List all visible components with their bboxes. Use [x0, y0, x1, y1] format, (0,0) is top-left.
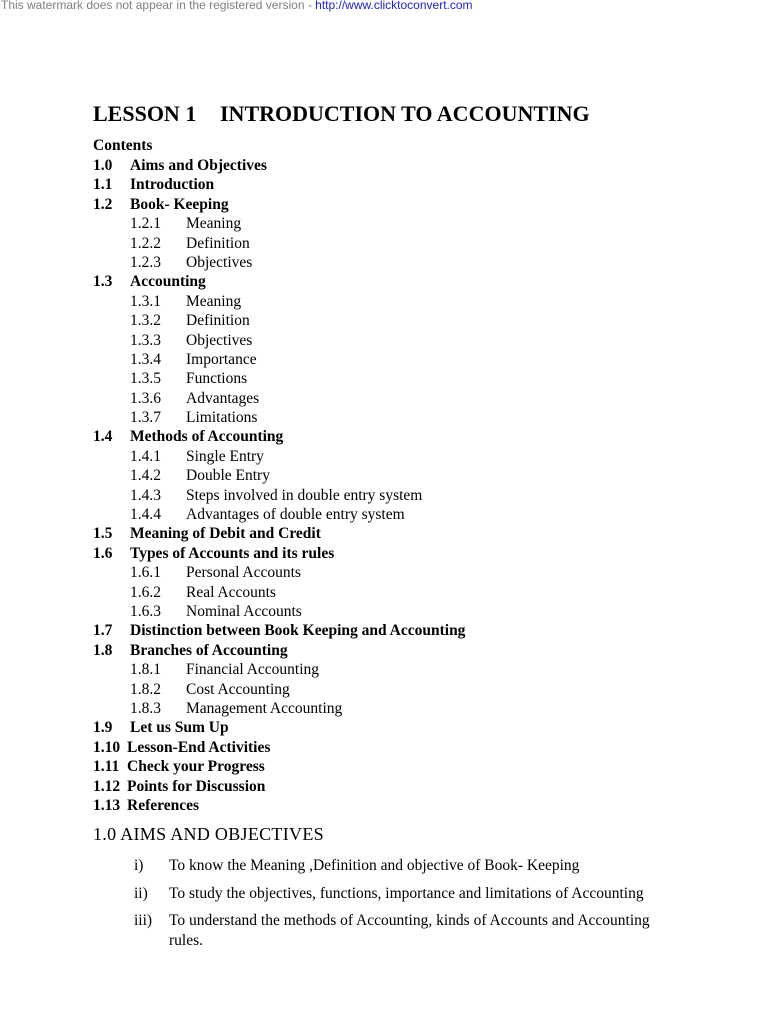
toc-item-number: 1.6	[93, 544, 113, 562]
aims-item-number: iii)	[134, 912, 153, 929]
toc-item-title: Nominal Accounts	[186, 602, 302, 620]
toc-subsection-item	[93, 292, 465, 311]
toc-subsection-item	[93, 331, 465, 350]
toc-item-title: Objectives	[186, 331, 253, 349]
toc-item-title: Objectives	[186, 253, 253, 271]
toc-subsection-item	[93, 408, 465, 427]
section-heading: 1.0 AIMS AND OBJECTIVES	[93, 824, 324, 844]
aims-item	[134, 856, 654, 876]
toc-item-title: Importance	[186, 350, 257, 368]
toc-item-number: 1.3.2	[130, 312, 161, 330]
toc-section-item	[93, 738, 465, 757]
toc-item-number: 1.10	[93, 738, 121, 756]
watermark-text: This watermark does not appear in the registered version -	[1, 0, 316, 12]
toc-item-title: Points for Discussion	[127, 777, 266, 795]
toc-item-title: Definition	[186, 312, 250, 330]
toc-item-number: 1.2.2	[130, 234, 161, 252]
toc-item-number: 1.9	[93, 719, 113, 737]
toc-item-title: Lesson-End Activities	[127, 738, 271, 756]
toc-item-title: References	[127, 796, 200, 814]
toc-item-number: 1.8.2	[130, 680, 161, 698]
contents-heading: Contents	[93, 137, 153, 154]
toc-item-title: Steps involved in double entry system	[186, 486, 423, 504]
toc-item-title: Cost Accounting	[186, 680, 290, 698]
toc-section-item	[93, 718, 465, 737]
toc-item-title: Accounting	[130, 273, 206, 291]
toc-item-title: Financial Accounting	[186, 661, 320, 679]
toc-item-title: Definition	[186, 234, 250, 252]
toc-item-number: 1.3.5	[130, 370, 161, 388]
aims-item-text: To study the objectives, functions, importance and limitations of Accounting	[169, 884, 644, 902]
toc-item-number: 1.3.6	[130, 389, 161, 407]
toc-item-number: 1.2	[93, 195, 113, 213]
toc-item-title: Personal Accounts	[186, 564, 301, 582]
aims-list	[134, 856, 654, 950]
aims-item-text: To understand the methods of Accounting, kinds of Accounts and Accounting rules.	[169, 912, 650, 949]
toc-item-number: 1.3	[93, 273, 113, 291]
toc-item-number: 1.8	[93, 641, 113, 659]
lesson-title-text: INTRODUCTION TO ACCOUNTING	[220, 101, 590, 126]
toc-item-number: 1.4.1	[130, 447, 161, 465]
toc-subsection-item	[93, 583, 465, 602]
toc-item-number: 1.12	[93, 777, 121, 795]
table-of-contents	[93, 156, 465, 815]
aims-item-text: To know the Meaning ,Definition and objective of Book- Keeping	[169, 857, 580, 874]
toc-item-number: 1.3.4	[130, 350, 161, 368]
toc-item-number: 1.8.1	[130, 661, 161, 679]
toc-item-number: 1.11	[93, 758, 120, 776]
toc-item-number: 1.4.4	[130, 506, 161, 524]
toc-item-title: Methods of Accounting	[130, 428, 284, 446]
toc-item-title: Types of Accounts and its rules	[130, 544, 335, 562]
toc-item-number: 1.8.3	[130, 699, 161, 717]
toc-item-title: Functions	[186, 370, 248, 388]
toc-subsection-item	[93, 602, 465, 621]
toc-item-number: 1.5	[93, 525, 113, 543]
toc-item-title: Management Accounting	[186, 699, 343, 717]
toc-section-item	[93, 427, 465, 446]
watermark-link[interactable]: http://www.clicktoconvert.com	[315, 0, 473, 12]
toc-item-title: Advantages of double entry system	[186, 506, 405, 524]
toc-subsection-item	[93, 214, 465, 233]
toc-section-item	[93, 524, 465, 543]
toc-item-title: Meaning	[186, 215, 242, 233]
lesson-title	[93, 101, 590, 127]
toc-item-title: Limitations	[186, 409, 258, 427]
toc-subsection-item	[93, 563, 465, 582]
aims-item-number: i)	[134, 857, 144, 874]
aims-item-number: ii)	[134, 884, 148, 902]
toc-item-title: Real Accounts	[186, 583, 276, 601]
toc-item-number: 1.6.3	[130, 602, 161, 620]
toc-item-number: 1.6.1	[130, 564, 161, 582]
toc-subsection-item	[93, 253, 465, 272]
toc-section-item	[93, 641, 465, 660]
toc-subsection-item	[93, 389, 465, 408]
toc-item-title: Advantages	[186, 389, 260, 407]
toc-item-number: 1.13	[93, 796, 121, 814]
toc-subsection-item	[93, 369, 465, 388]
lesson-number: LESSON 1	[93, 101, 197, 126]
toc-item-title: Branches of Accounting	[130, 641, 288, 659]
toc-subsection-item	[93, 486, 465, 505]
toc-item-title: Meaning	[186, 292, 242, 310]
toc-section-item	[93, 757, 465, 776]
toc-item-title: Book- Keeping	[130, 195, 229, 213]
toc-item-number: 1.3.1	[130, 292, 161, 310]
toc-item-title: Check your Progress	[127, 758, 265, 776]
toc-item-title: Aims and Objectives	[130, 157, 267, 174]
toc-item-number: 1.4	[93, 428, 113, 446]
toc-subsection-item	[93, 660, 465, 679]
aims-item	[134, 884, 654, 904]
toc-subsection-item	[93, 350, 465, 369]
toc-item-title: Introduction	[130, 176, 215, 194]
toc-subsection-item	[93, 311, 465, 330]
toc-section-item	[93, 156, 465, 175]
toc-item-title: Double Entry	[186, 467, 270, 485]
toc-section-item	[93, 777, 465, 796]
toc-item-number: 1.6.2	[130, 583, 161, 601]
toc-section-item	[93, 544, 465, 563]
toc-item-number: 1.2.1	[130, 215, 161, 233]
toc-item-number: 1.7	[93, 622, 113, 640]
toc-item-number: 1.3.7	[130, 409, 161, 427]
toc-section-item	[93, 621, 465, 640]
toc-subsection-item	[93, 447, 465, 466]
toc-item-number: 1.4.3	[130, 486, 161, 504]
toc-item-number: 1.1	[93, 176, 113, 194]
toc-section-item	[93, 796, 465, 815]
toc-item-title: Meaning of Debit and Credit	[130, 525, 321, 543]
toc-section-item	[93, 195, 465, 214]
toc-item-number: 1.2.3	[130, 253, 161, 271]
toc-section-item	[93, 175, 465, 194]
toc-item-number: 1.0	[93, 157, 113, 174]
toc-item-title: Let us Sum Up	[130, 719, 229, 737]
toc-item-title: Single Entry	[186, 447, 264, 465]
toc-subsection-item	[93, 699, 465, 718]
toc-item-title: Distinction between Book Keeping and Accounting	[130, 622, 466, 640]
toc-section-item	[93, 272, 465, 291]
toc-subsection-item	[93, 505, 465, 524]
aims-item	[134, 911, 654, 950]
watermark-banner	[1, 0, 473, 12]
toc-subsection-item	[93, 680, 465, 699]
toc-subsection-item	[93, 466, 465, 485]
toc-item-number: 1.3.3	[130, 331, 161, 349]
toc-subsection-item	[93, 234, 465, 253]
toc-item-number: 1.4.2	[130, 467, 161, 485]
